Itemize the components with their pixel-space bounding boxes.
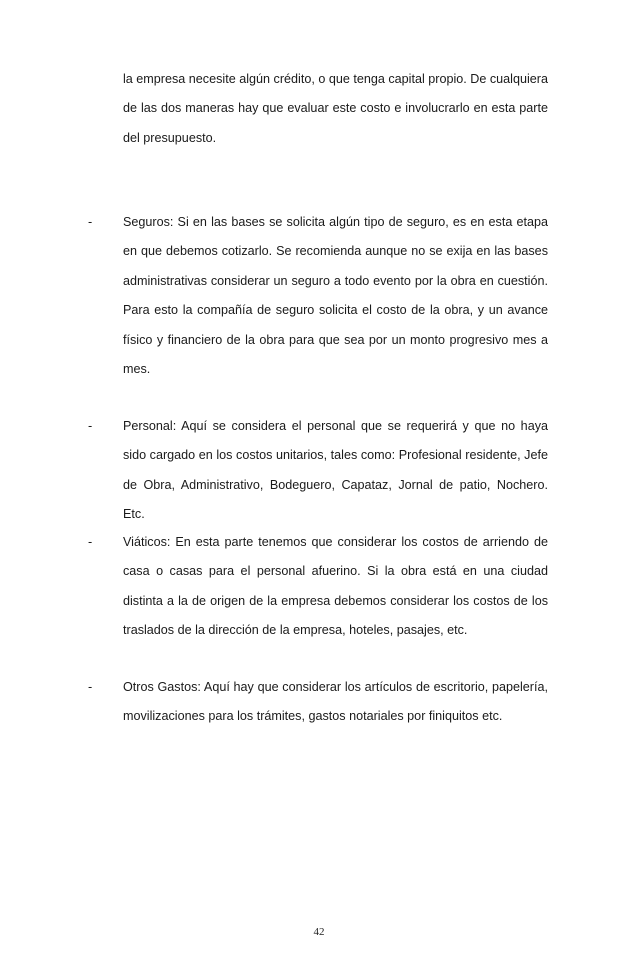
page-number: 42 xyxy=(313,926,325,938)
bullet-dash-seguros: - xyxy=(88,215,93,229)
item-otros-gastos: Otros Gastos: Aquí hay que considerar los artículos de escritorio, papelería, movilizaciones para los trámites, gastos notariales por finiquitos etc. xyxy=(123,680,548,724)
intro-paragraph: la empresa necesite algún crédito, o que tenga capital propio. De cualquiera de las dos maneras hay que evaluar este costo e involucrarlo en esta parte del presupuesto. xyxy=(123,72,548,145)
item-seguros: Seguros: Si en las bases se solicita algún tipo de seguro, es en esta etapa en que debemos cotizarlo. Se recomienda aunque no se exija en las bases administrativas considerar un seguro a todo evento por la obra en cuestión. Para esto la compañía de seguro solicita el costo de la obra, y un avance físico y financiero de la obra para que sea por un monto progresivo mes a mes. xyxy=(123,215,548,377)
item-personal: Personal: Aquí se considera el personal que se requerirá y que no haya sido cargado en los costos unitarios, tales como: Profesional residente, Jefe de Obra, Administrativo, Bodeguero, Capataz, Jornal de patio, Nochero. Etc. xyxy=(123,419,548,522)
bullet-dash-personal: - xyxy=(88,419,93,433)
item-viaticos: Viáticos: En esta parte tenemos que considerar los costos de arriendo de casa o casas para el personal afuerino. Si la obra está en una ciudad distinta a la de origen de la empresa debemos considerar los costos de los traslados de la dirección de la empresa, hoteles, pasajes, etc. xyxy=(123,535,548,638)
bullet-dash-otros-gastos: - xyxy=(88,680,93,694)
bullet-dash-viaticos: - xyxy=(88,535,93,549)
